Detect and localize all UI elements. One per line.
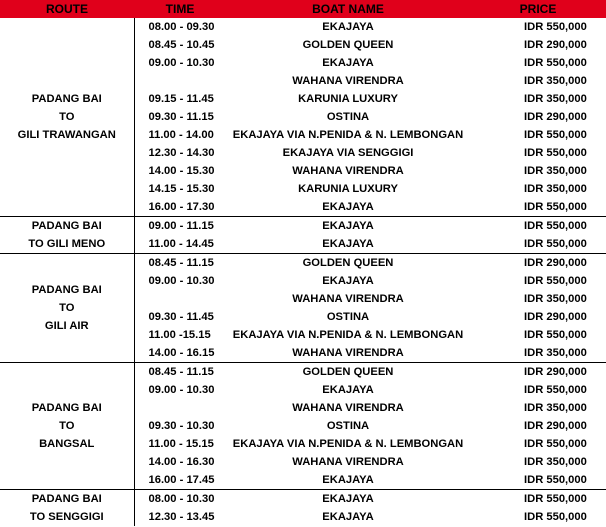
route-line: GILI AIR [44,320,89,332]
price-cell: IDR 290,000 [524,39,587,51]
header-route: ROUTE [0,0,134,18]
price-cell: IDR 550,000 [524,147,587,159]
time-cell: 14.00 - 15.30 [148,165,215,177]
boat-name-cell: KARUNIA LUXURY [298,93,398,105]
time-cell [134,399,226,417]
boat-name-cell: EKAJAYA VIA N.PENIDA & N. LEMBONGAN [232,438,464,450]
price-cell: IDR 550,000 [524,384,587,396]
time-cell: 14.00 - 16.15 [148,347,215,359]
time-cell: 09.15 - 11.45 [148,93,214,105]
time-cell: 09.00 - 10.30 [148,384,215,396]
price-cell: IDR 350,000 [524,402,587,414]
price-cell: IDR 290,000 [470,254,606,273]
route-line: PADANG BAI [31,284,102,296]
table-row [0,254,606,273]
header-boat-name: BOAT NAME [226,0,470,18]
time-cell: 09.00 - 11.15 [134,217,226,236]
price-cell: IDR 550,000 [524,238,587,250]
time-cell: 08.00 - 10.30 [134,490,226,509]
price-cell: IDR 350,000 [524,183,587,195]
table-body [0,18,606,526]
boat-name-cell: EKAJAYA [322,238,374,250]
price-cell: IDR 550,000 [524,275,587,287]
boat-name-cell: EKAJAYA VIA N.PENIDA & N. LEMBONGAN [232,129,464,141]
price-cell: IDR 550,000 [470,490,606,509]
route-line: TO [59,302,75,314]
time-cell: 08.45 - 11.15 [134,363,226,382]
route-cell [0,217,134,254]
header-time: TIME [134,0,226,18]
route-line: TO [59,420,75,432]
time-cell: 12.30 - 13.45 [148,511,215,523]
boat-name-cell: WAHANA VIRENDRA [292,75,404,87]
time-cell: 09.30 - 11.45 [148,311,214,323]
route-line: GILI TRAWANGAN [17,129,116,141]
boat-name-cell: EKAJAYA VIA SENGGIGI [282,147,414,159]
time-cell: 11.00 - 15.15 [148,438,214,450]
boat-name-cell: EKAJAYA [322,57,374,69]
price-cell: IDR 350,000 [524,293,587,305]
boat-name-cell: OSTINA [326,420,370,432]
price-cell: IDR 550,000 [524,201,587,213]
time-cell: 08.45 - 10.45 [148,39,215,51]
time-cell [134,290,226,308]
time-cell: 09.30 - 11.15 [148,111,214,123]
table-row [0,363,606,382]
route-line: PADANG BAI [31,220,102,232]
time-cell: 16.00 - 17.30 [148,201,215,213]
time-cell: 12.30 - 14.30 [148,147,215,159]
boat-name-cell: WAHANA VIRENDRA [292,456,404,468]
price-cell: IDR 350,000 [524,165,587,177]
price-cell: IDR 290,000 [524,111,587,123]
price-cell: IDR 290,000 [524,311,587,323]
boat-name-cell: EKAJAYA [322,474,374,486]
price-cell: IDR 550,000 [524,511,587,523]
price-cell: IDR 350,000 [524,75,587,87]
boat-name-cell: EKAJAYA [322,275,374,287]
boat-name-cell: EKAJAYA [322,384,374,396]
route-line: TO [59,111,75,123]
boat-name-cell: OSTINA [326,111,370,123]
table-row [0,18,606,36]
time-cell: 09.00 - 10.30 [148,57,215,69]
time-cell: 08.45 - 11.15 [134,254,226,273]
header-row [0,0,606,18]
table-row [0,217,606,236]
price-cell: IDR 550,000 [524,438,587,450]
price-cell: IDR 290,000 [524,420,587,432]
time-cell: 14.00 - 16.30 [148,456,215,468]
price-cell: IDR 550,000 [470,217,606,236]
time-cell: 11.00 -15.15 [148,329,211,341]
header-price: PRICE [470,0,606,18]
price-cell: IDR 550,000 [524,129,587,141]
boat-name-cell: EKAJAYA [322,511,374,523]
price-cell: IDR 550,000 [524,21,587,33]
route-cell [0,490,134,527]
price-cell: IDR 350,000 [524,347,587,359]
table-row [0,490,606,509]
boat-name-cell: GOLDEN QUEEN [226,254,470,273]
boat-name-cell: GOLDEN QUEEN [226,363,470,382]
price-cell: IDR 290,000 [470,363,606,382]
price-cell: IDR 550,000 [524,329,587,341]
time-cell: 09.30 - 10.30 [148,420,215,432]
route-line: PADANG BAI [31,93,102,105]
route-line: TO SENGGIGI [29,511,104,523]
time-cell: 14.15 - 15.30 [148,183,215,195]
boat-name-cell: OSTINA [326,311,370,323]
boat-name-cell: WAHANA VIRENDRA [292,293,404,305]
table-header [0,0,606,18]
time-cell [134,72,226,90]
price-cell: IDR 350,000 [524,93,587,105]
route-cell [0,363,134,490]
time-cell: 11.00 - 14.45 [148,238,214,250]
price-cell: IDR 350,000 [524,456,587,468]
route-line: TO GILI MENO [28,238,106,250]
boat-name-cell: GOLDEN QUEEN [302,39,394,51]
boat-name-cell: EKAJAYA [226,490,470,509]
route-cell [0,254,134,363]
price-cell: IDR 550,000 [524,57,587,69]
boat-name-cell: WAHANA VIRENDRA [292,402,404,414]
route-line: PADANG BAI [31,493,102,505]
boat-name-cell: EKAJAYA [322,21,374,33]
time-cell: 11.00 - 14.00 [148,129,214,141]
boat-name-cell: KARUNIA LUXURY [298,183,398,195]
boat-name-cell: EKAJAYA VIA N.PENIDA & N. LEMBONGAN [232,329,464,341]
time-cell: 16.00 - 17.45 [148,474,215,486]
route-cell [0,18,134,217]
price-cell: IDR 550,000 [524,474,587,486]
route-line: BANGSAL [39,438,95,450]
boat-name-cell: EKAJAYA [322,201,374,213]
route-line: PADANG BAI [31,402,102,414]
time-cell: 08.00 - 09.30 [148,21,215,33]
boat-name-cell: WAHANA VIRENDRA [292,165,404,177]
time-cell: 09.00 - 10.30 [148,275,215,287]
boat-name-cell: WAHANA VIRENDRA [292,347,404,359]
boat-name-cell: EKAJAYA [226,217,470,236]
